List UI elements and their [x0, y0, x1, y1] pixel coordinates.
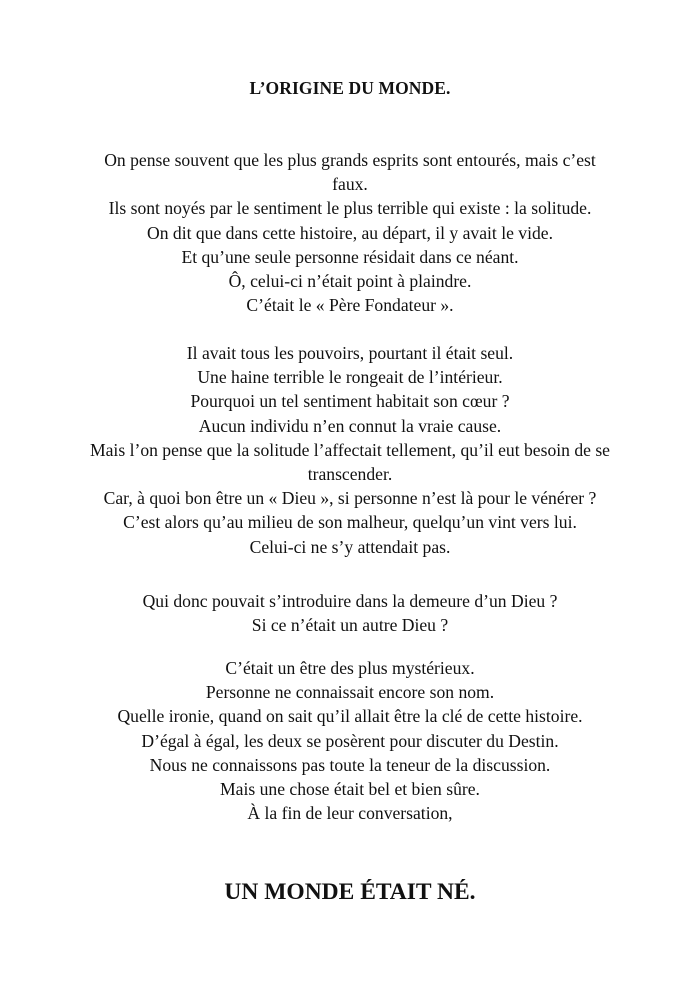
- closing-heading: UN MONDE ÉTAIT NÉ.: [224, 879, 476, 905]
- paragraph-3: [20, 589, 680, 637]
- text-line: transcender.: [307, 464, 393, 485]
- text-line: Et qu’une seule personne résidait dans ce néant.: [181, 246, 519, 267]
- text-line: C’était un être des plus mystérieux.: [225, 658, 475, 678]
- text-line: Ô, celui-ci n’était point à plaindre.: [228, 271, 472, 292]
- text-line: Car, à quoi bon être un « Dieu », si personne n’est là pour le vénérer ?: [103, 488, 597, 509]
- text-line: Si ce n’était un autre Dieu ?: [251, 615, 449, 636]
- document-title: L’ORIGINE DU MONDE.: [249, 78, 451, 98]
- text-line: C’est alors qu’au milieu de son malheur, quelqu’un vint vers lui.: [123, 512, 577, 533]
- text-line: Il avait tous les pouvoirs, pourtant il était seul.: [186, 343, 514, 363]
- text-line: Personne ne connaissait encore son nom.: [205, 682, 495, 703]
- paragraph-4: [20, 656, 680, 825]
- text-line: On pense souvent que les plus grands esprits sont entourés, mais c’est: [104, 150, 596, 170]
- text-line: À la fin de leur conversation,: [247, 803, 453, 824]
- text-line: On dit que dans cette histoire, au départ, il y avait le vide.: [147, 222, 553, 243]
- text-line: Aucun individu n’en connut la vraie cause.: [198, 415, 502, 436]
- text-line: D’égal à égal, les deux se posèrent pour discuter du Destin.: [141, 730, 559, 751]
- text-line: Celui-ci ne s’y attendait pas.: [249, 536, 451, 557]
- text-line: faux.: [332, 174, 368, 195]
- text-line: Nous ne connaissons pas toute la teneur de la discussion.: [149, 754, 551, 775]
- paragraph-2: [20, 341, 680, 559]
- text-line: Qui donc pouvait s’introduire dans la demeure d’un Dieu ?: [142, 591, 558, 611]
- text-line: C’était le « Père Fondateur ».: [246, 295, 454, 316]
- text-line: Ils sont noyés par le sentiment le plus terrible qui existe : la solitude.: [108, 198, 592, 219]
- text-line: Mais l’on pense que la solitude l’affectait tellement, qu’il eut besoin de se: [89, 439, 610, 460]
- text-line: Pourquoi un tel sentiment habitait son cœur ?: [190, 391, 510, 412]
- text-line: Mais une chose était bel et bien sûre.: [220, 779, 480, 800]
- text-line: Une haine terrible le rongeait de l’intérieur.: [197, 367, 503, 388]
- text-line: Quelle ironie, quand on sait qu’il allait être la clé de cette histoire.: [117, 706, 583, 727]
- paragraph-1: [20, 148, 680, 317]
